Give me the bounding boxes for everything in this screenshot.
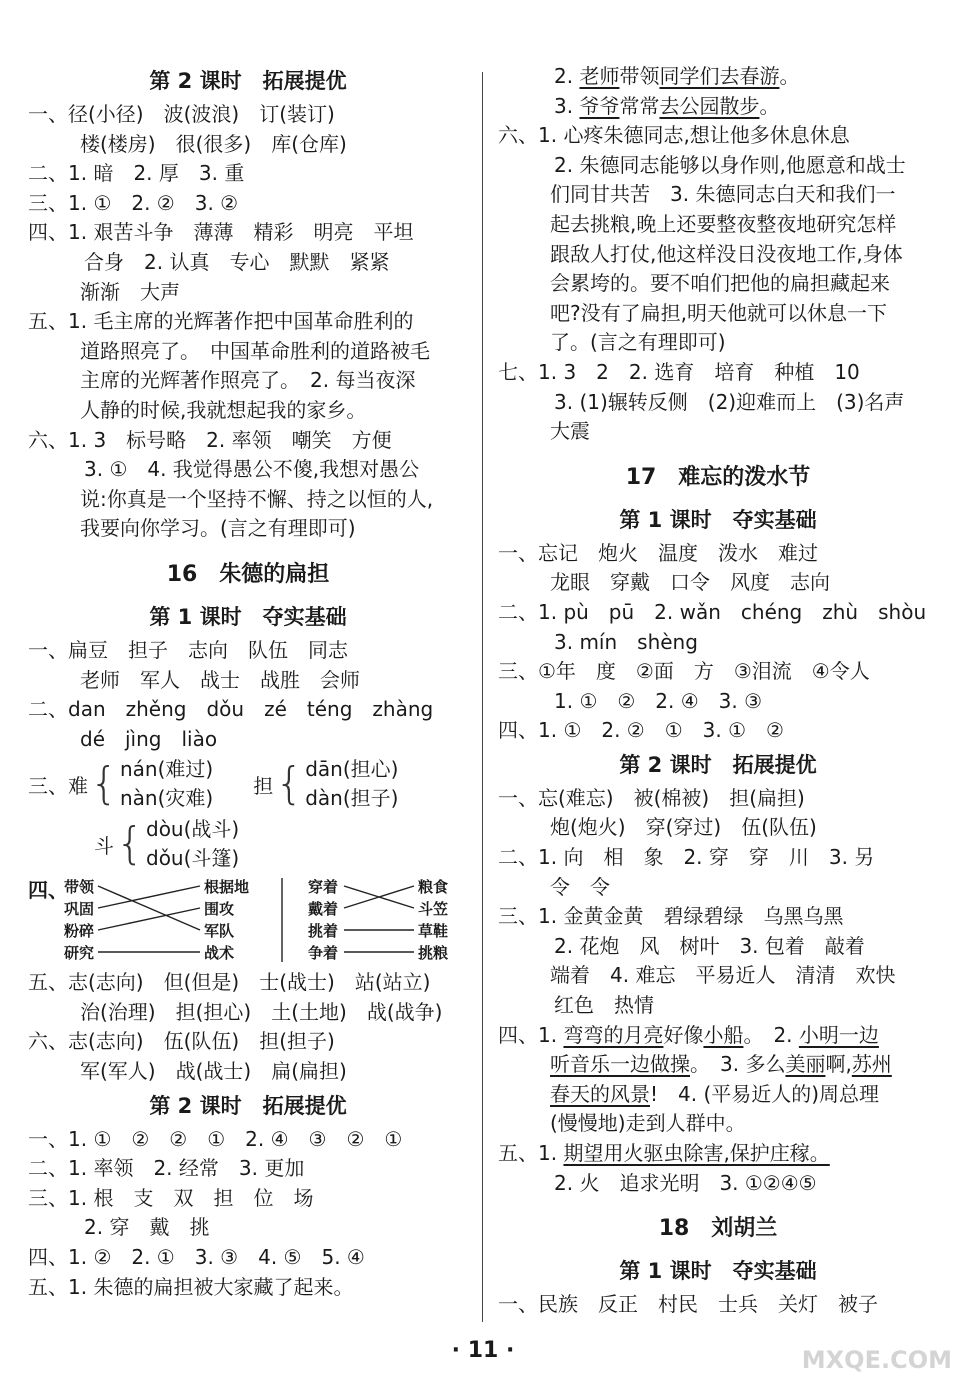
answer-line: 2. 朱德同志能够以身作则,他愿意和战士 — [554, 152, 906, 177]
answer-line: 龙眼 穿戴 口令 风度 志向 — [550, 570, 830, 595]
answer-line: 四、1. ① 2. ② ① 3. ① ② — [498, 718, 784, 743]
match-item: 围攻 — [204, 900, 235, 919]
matching-lines — [28, 874, 468, 968]
answer-line: dé jìng liào — [80, 726, 218, 751]
answer-line: 了。(言之有理即可) — [550, 330, 726, 355]
brace-icon: { — [275, 758, 304, 810]
answer-line: 跟敌人打仗,他这样没日没夜地工作,身体 — [550, 241, 903, 266]
answer-line — [498, 1021, 938, 1051]
answer-line — [498, 1050, 938, 1080]
match-item: 斗笠 — [418, 900, 449, 919]
answer-line: 五、1. 毛主席的光辉著作把中国革命胜利的 — [28, 309, 414, 334]
answer-line: 二、1. 向 相 象 2. 穿 穿 川 3. 另 — [498, 845, 875, 870]
answer-line: 我要向你学习。(言之有理即可) — [80, 516, 356, 541]
answer-line: 四、1. ② 2. ① 3. ③ 4. ⑤ 5. ④ — [28, 1245, 365, 1270]
match-item: 戴着 — [308, 900, 339, 919]
answer-line: 二、1. 率领 2. 经常 3. 更加 — [28, 1156, 305, 1181]
answer-line: 3. (1)辗转反侧 (2)迎难而上 (3)名声 — [554, 389, 905, 414]
text-run: 。 3. 多么 — [690, 1052, 786, 1077]
answer-line: 令 令 — [550, 874, 610, 899]
reading: dàn(担子) — [305, 786, 399, 811]
answer-line: 七、1. 3 2 2. 选育 培育 种植 10 — [498, 359, 860, 384]
answer-line: 端着 4. 难忘 平易近人 清清 欢快 — [550, 963, 896, 988]
section-title: 第 2 课时 拓展提优 — [619, 752, 817, 777]
column-divider — [482, 72, 483, 1322]
underlined-text: 小明一边 — [798, 1022, 879, 1047]
answer-line: 三、1. ① 2. ② 3. ② — [28, 190, 239, 215]
answer-line: 五、1. 朱德的扁担被大家藏了起来。 — [28, 1274, 354, 1299]
underlined-text: 同学们去春游 — [659, 64, 780, 88]
text-run: 带领 — [619, 64, 660, 88]
reading-group — [305, 755, 398, 813]
match-line — [98, 886, 200, 908]
answer-line — [498, 92, 938, 122]
match-item: 巩固 — [64, 900, 95, 919]
answer-line: 一、扁豆 担子 志向 队伍 同志 — [28, 637, 348, 662]
answer-line: 三、1. 金黄金黄 碧绿碧绿 乌黑乌黑 — [498, 904, 844, 929]
match-item: 军队 — [204, 922, 235, 941]
answer-line: 说:你真是一个坚持不懈、持之以恒的人, — [80, 486, 434, 511]
answer-line: 一、1. ① ② ② ① 2. ④ ③ ② ① — [28, 1126, 403, 1151]
answer-line: 吧?没有了扁担,明天他就可以休息一下 — [550, 300, 887, 325]
question-number: 三、 — [28, 773, 68, 798]
reading: dān(担心) — [305, 757, 399, 782]
answer-line: 二、dan zhěng dǒu zé téng zhàng — [28, 697, 434, 722]
section-title: 第 2 课时 拓展提优 — [149, 69, 347, 93]
lesson-title: 16 朱德的扁担 — [166, 561, 330, 587]
answer-line: 楼(楼房) 很(很多) 库(仓库) — [80, 131, 347, 156]
section-title: 第 2 课时 拓展提优 — [149, 1093, 347, 1118]
answer-line: (慢慢地)走到人群中。 — [550, 1111, 746, 1136]
answer-line: 主席的光辉著作照亮了。 2. 每当夜深 — [80, 368, 416, 393]
underlined-text: 期望用火驱虫除害,保护庄稼。 — [563, 1141, 830, 1165]
answer-line: 六、1. 3 标号略 2. 率领 嘲笑 方便 — [28, 427, 392, 452]
answer-line: 2. 花炮 风 树叶 3. 包着 敲着 — [554, 933, 865, 958]
text-run: 啊, — [825, 1052, 852, 1077]
answer-line: 2. 穿 戴 挑 — [84, 1215, 210, 1240]
text-run: 2. — [554, 64, 580, 88]
reading: nán(难过) — [120, 757, 214, 782]
answer-line: 一、忘(难忘) 被(棉被) 担(扁担) — [498, 785, 805, 810]
answer-line: 2. 火 追求光明 3. ①②④⑤ — [554, 1170, 817, 1195]
polyphone-row — [28, 814, 468, 874]
answer-line: 渐渐 大声 — [80, 279, 180, 304]
text-run: 常常 — [619, 93, 660, 118]
right-column — [498, 62, 938, 1320]
underlined-text: 老师 — [579, 64, 620, 88]
match-item: 草鞋 — [418, 922, 449, 941]
answer-line: 3. mín shèng — [554, 629, 698, 654]
answer-line — [498, 1080, 938, 1110]
answer-line: 红色 热情 — [554, 993, 654, 1018]
answer-line: 五、志(志向) 但(但是) 士(战士) 站(站立) — [28, 970, 431, 995]
text-run: ! 4. (平易近人的)周总理 — [650, 1081, 880, 1106]
reading-group — [146, 815, 239, 873]
answer-line — [498, 1139, 938, 1169]
answer-line: 一、忘记 炮火 温度 泼水 难过 — [498, 540, 818, 565]
reading-group — [120, 755, 213, 813]
polyphone-char: 斗 — [94, 833, 114, 858]
text-run: 。 — [779, 64, 800, 88]
polyphone-char: 难 — [68, 773, 88, 798]
underlined-text: 听音乐一边做操 — [550, 1052, 690, 1077]
match-item: 穿着 — [308, 878, 339, 897]
section-title: 第 1 课时 夺实基础 — [619, 507, 817, 532]
match-item: 挑着 — [308, 922, 339, 941]
question-number: 四、 — [28, 878, 68, 903]
underlined-text: 春天的风景 — [550, 1081, 650, 1106]
match-item: 争着 — [308, 944, 339, 963]
answer-line: 1. ① ② 2. ④ 3. ③ — [554, 688, 763, 713]
match-item: 挑粮 — [418, 944, 449, 963]
page-number: · 11 · — [451, 1338, 515, 1363]
underlined-text: 小船 — [703, 1022, 744, 1047]
match-item: 粉碎 — [64, 922, 95, 941]
answer-line — [498, 62, 938, 92]
text-run: 五、1. — [498, 1141, 564, 1165]
match-line — [98, 886, 200, 930]
match-item: 根据地 — [204, 878, 250, 897]
underlined-text: 弯弯的月亮 — [563, 1022, 664, 1047]
watermark-text: MXQE.COM — [801, 1346, 952, 1374]
brace-icon: { — [90, 758, 118, 810]
answer-line: 合身 2. 认真 专心 默默 紧紧 — [84, 249, 390, 274]
lesson-title: 17 难忘的泼水节 — [625, 464, 811, 490]
section-title: 第 1 课时 夺实基础 — [149, 604, 347, 629]
underlined-text: 去公园散步 — [659, 93, 760, 118]
text-run: 3. — [554, 93, 580, 118]
text-run: 。 — [759, 93, 780, 118]
answer-line: 六、1. 心疼朱德同志,想让他多休息休息 — [498, 123, 850, 148]
left-column — [28, 62, 468, 1302]
answer-line: 道路照亮了。 中国革命胜利的道路被毛 — [80, 338, 430, 363]
reading: nàn(灾难) — [120, 786, 214, 811]
reading: dòu(战斗) — [146, 817, 240, 842]
polyphone-row — [28, 754, 468, 814]
lesson-title: 18 刘胡兰 — [658, 1216, 778, 1242]
match-item: 带领 — [64, 878, 95, 897]
answer-line: 二、1. 暗 2. 厚 3. 重 — [28, 161, 245, 186]
answer-line: 起去挑粮,晚上还要整夜整夜地研究怎样 — [550, 211, 897, 236]
answer-line: 会累垮的。要不咱们把他的扁担藏起来 — [550, 271, 890, 296]
text-run: 好像 — [663, 1022, 704, 1047]
answer-line: 3. ① 4. 我觉得愚公不傻,我想对愚公 — [84, 457, 420, 482]
answer-line: 六、志(志向) 伍(队伍) 担(担子) — [28, 1029, 335, 1054]
brace-icon: { — [116, 818, 144, 870]
underlined-text: 美丽 — [785, 1052, 826, 1077]
polyphone-char: 担 — [253, 773, 274, 798]
answer-line: 炮(炮火) 穿(穿过) 伍(队伍) — [550, 815, 817, 840]
underlined-text: 爷爷 — [579, 93, 620, 118]
match-item: 研究 — [64, 944, 95, 963]
text-run: 四、1. — [498, 1022, 564, 1047]
text-run: 。 2. — [743, 1022, 799, 1047]
answer-line: 大震 — [550, 419, 590, 444]
answer-line: 人静的时候,我就想起我的家乡。 — [80, 397, 367, 422]
answer-line: 军(军人) 战(战士) 扁(扁担) — [80, 1059, 347, 1084]
answer-line: 一、径(小径) 波(波浪) 订(装订) — [28, 102, 335, 126]
match-item: 战术 — [204, 944, 235, 963]
answer-line: 们同甘共苦 3. 朱德同志白天和我们一 — [550, 182, 896, 207]
answer-line: 三、1. 根 支 双 担 位 场 — [28, 1185, 314, 1210]
section-title: 第 1 课时 夺实基础 — [619, 1259, 817, 1284]
underlined-text: 苏州 — [851, 1052, 892, 1077]
answer-line: 老师 军人 战士 战胜 会师 — [80, 667, 360, 692]
answer-line: 三、①年 度 ②面 方 ③泪流 ④令人 — [498, 659, 870, 684]
reading: dǒu(斗篷) — [146, 846, 240, 871]
answer-line: 四、1. 艰苦斗争 薄薄 精彩 明亮 平坦 — [28, 220, 414, 245]
answer-line: 二、1. pù pū 2. wǎn chéng zhù shòu — [498, 599, 927, 624]
answer-line: 一、民族 反正 村民 士兵 关灯 被子 — [498, 1292, 878, 1317]
matching-exercise — [28, 874, 468, 968]
answer-line: 治(治理) 担(担心) 土(土地) 战(战争) — [80, 999, 443, 1024]
match-item: 粮食 — [418, 878, 449, 897]
match-line — [98, 908, 200, 930]
